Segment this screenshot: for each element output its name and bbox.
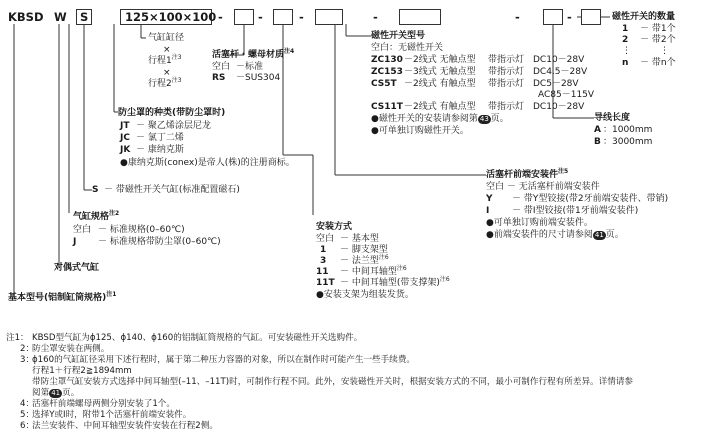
box-lead — [543, 9, 563, 25]
s-option-code: S — [92, 185, 99, 195]
lead-a-val: ：1000mm — [603, 125, 653, 135]
note-2-text: 防尘罩安装在两侧。 — [32, 344, 110, 354]
sw-volt-2: DC5－28V — [533, 79, 579, 89]
note-6-text: 法兰安装件、中间耳轴型安装件安装在行程2侧。 — [32, 421, 218, 431]
dust-jc: JC — [120, 133, 130, 143]
note-4-text: 活塞杆前端螺母两侧分别安装了1个。 — [32, 399, 175, 409]
box-mounting — [273, 9, 293, 25]
rod-end-y: Y — [486, 194, 493, 204]
mount-code-0: 空白 — [316, 234, 335, 244]
spec-j-val: － 标准规格带防尘罩(0–60℃) — [98, 237, 221, 247]
sw-code-2: CS5T — [371, 79, 397, 89]
code-s: S — [80, 10, 89, 24]
mount-val-0: － 基本型 — [340, 234, 379, 244]
rod-nut-blank-val: －标准 — [236, 62, 264, 72]
switch-model-title: 磁性开关型号 — [371, 31, 426, 41]
sw-lamp-2: 带指示灯 — [488, 79, 525, 89]
note-3-line-3: 带防尘罩气缸安装方式选择中间耳轴型(–11、–11T)时，可制作行程不同。此外，安装磁性开关时，根据安装方式的不同，最小可制作行程有所差异。详情请参 — [32, 377, 634, 387]
switch-note-1: ●磁性开关的安装请参阅第 43 页。 — [371, 114, 509, 124]
box-rod-nut — [234, 9, 254, 25]
mount-val-1: － 脚支架型 — [340, 245, 388, 255]
rod-end-y-val: － 带Y型铰接(带2牙前端安装件、带销) — [512, 194, 669, 204]
dust-jc-val: － 氯丁二烯 — [136, 133, 184, 143]
rod-end-blank: 空白 － 无活塞杆前端安装件 — [486, 182, 600, 192]
sw-lamp-1: 带指示灯 — [488, 67, 525, 77]
qty-code-1: 1 — [622, 24, 629, 34]
dash-3: - — [299, 10, 304, 24]
mount-val-4: － 中间耳轴型(带支撑架)$^{注6}$ — [340, 276, 450, 288]
x-sign-2: × — [163, 68, 171, 78]
lead-b: B — [594, 137, 601, 147]
rod-end-i: I — [486, 206, 490, 216]
switch-note-2: ●可单独订购磁性开关。 — [371, 126, 469, 136]
rod-end-title: 活塞杆前端安装件$^{注5}$ — [486, 168, 569, 180]
rod-end-note-2: ●前端安装件的尺寸请参阅 41 页。 — [486, 230, 624, 240]
note-1-text: KBSD型气缸为ϕ125、ϕ140、ϕ160的铝制缸筒规格的气缸。可安装磁性开关选购件。 — [32, 333, 363, 343]
mount-code-2: 3 — [320, 256, 327, 266]
sw-code-4: CS11T — [371, 102, 403, 112]
rod-nut-blank: 空白 — [212, 62, 231, 72]
mounting-note: ●安装支架为组装发货。 — [316, 290, 414, 300]
page-ref-41-note: 41 — [51, 389, 61, 397]
rod-nut-rs-val: －SUS304 — [236, 73, 281, 83]
note-5-text: 选择Y或I时，附带1个活塞杆前端安装件。 — [32, 410, 192, 420]
sw-lamp-4: 带指示灯 — [488, 102, 525, 112]
page-ref-43: 43 — [479, 115, 489, 123]
sw-code-0: ZC130 — [371, 55, 403, 65]
dash-4: - — [373, 10, 378, 24]
sw-code-1: ZC153 — [371, 67, 403, 77]
note-3-line-4: 阅第 41 页。 — [32, 388, 80, 398]
x-sign-1: × — [163, 45, 171, 55]
note-1-no: 注1： — [6, 333, 29, 343]
sw-volt-0: DC10－28V — [533, 55, 585, 65]
note-6-no: 6： — [20, 421, 35, 431]
lead-b-val: ：3000mm — [603, 137, 653, 147]
spec-title: 气缸规格$^{注2}$ — [73, 210, 120, 222]
base-model-label: 基本型号(铝制缸筒规格)$^{注1}$ — [8, 291, 117, 303]
mounting-title: 安装方式 — [316, 222, 353, 232]
qty-val-dots: ⋮ — [660, 46, 669, 56]
box-switch — [399, 9, 441, 25]
dash-1: - — [218, 10, 223, 24]
s-option-val: － 带磁性开关气缸(标准配置磁石) — [104, 185, 240, 195]
size-text: 125×100×100 — [125, 10, 217, 24]
dust-jt: JT — [120, 121, 130, 131]
dash-5: - — [515, 10, 520, 24]
stroke1-label: 行程1$^{注3}$ — [148, 54, 182, 66]
sw-lamp-0: 带指示灯 — [488, 55, 525, 65]
qty-val-n: － 带n个 — [640, 58, 676, 68]
note-3-text: ϕ160的气缸缸径采用下述行程时，属于第二种压力容器的对象，所以在制作时可能产生一些手续费。 — [32, 355, 416, 365]
dust-note: ●康纳克斯(conex)是帝人(株)的注册商标。 — [120, 158, 295, 168]
rod-nut-rs: RS — [212, 73, 226, 83]
note-5-no: 5： — [20, 410, 35, 420]
dash-2: - — [258, 10, 263, 24]
sw-desc-4: －2线式 有触点型 — [404, 102, 476, 112]
model-prefix: KBSD — [8, 10, 44, 24]
switch-qty-title: 磁性开关的数量 — [612, 12, 676, 22]
note-3-line-2: 行程1＋行程2≧1894mm — [32, 366, 132, 376]
qty-val-2: － 带2个 — [640, 35, 676, 45]
rod-end-i-val: － 带I型铰接(带1牙前端安装件) — [512, 206, 639, 216]
qty-val-1: － 带1个 — [640, 24, 676, 34]
note-3-no: 3： — [20, 355, 35, 365]
sw-desc-1: －3线式 无触点型 — [404, 67, 476, 77]
note-2-no: 2： — [20, 344, 35, 354]
stroke2-label: 行程2$^{注3}$ — [148, 77, 182, 89]
dust-jt-val: － 聚乙烯涂层尼龙 — [136, 121, 211, 131]
bore-label: 气缸缸径 — [148, 33, 185, 43]
dust-jk-val: － 康纳克斯 — [136, 145, 184, 155]
spec-j: J — [73, 237, 77, 247]
mount-val-3: － 中间耳轴型$^{注6}$ — [340, 265, 407, 277]
note-4-no: 4： — [20, 399, 35, 409]
dust-jk: JK — [120, 145, 131, 155]
sw-desc-2: －2线式 有触点型 — [404, 79, 476, 89]
sw-desc-0: －2线式 无触点型 — [404, 55, 476, 65]
mount-code-3: 11 — [316, 267, 329, 277]
qty-code-n: n — [622, 58, 629, 68]
mount-code-4: 11T — [316, 278, 335, 288]
switch-blank: 空白：无磁性开关 — [371, 43, 444, 53]
mount-val-2: － 法兰型$^{注6}$ — [340, 254, 389, 266]
lead-title: 导线长度 — [594, 113, 631, 123]
qty-code-dots: ⋮ — [622, 46, 631, 56]
box-qty — [581, 9, 601, 25]
mount-code-1: 1 — [320, 245, 327, 255]
dash-6: - — [567, 10, 572, 24]
sw-volt-3: AC85－115V — [538, 90, 595, 100]
opposed-label: 对偶式气缸 — [54, 263, 100, 273]
spec-blank-val: － 标准规格(0–60℃) — [98, 225, 185, 235]
dust-cover-title: 防尘罩的种类(带防尘罩时) — [118, 108, 226, 118]
box-size — [120, 9, 217, 25]
sw-volt-4: DC10－28V — [533, 102, 585, 112]
lead-a: A — [594, 125, 601, 135]
spec-blank: 空白 — [73, 225, 92, 235]
qty-code-2: 2 — [622, 35, 629, 45]
rod-nut-title: 活塞杆・螺母材质$^{注4}$ — [212, 48, 295, 60]
sw-volt-1: DC4.5－28V — [533, 67, 588, 77]
rod-end-note-1: ●可单独订购前端安装件。 — [486, 218, 593, 228]
code-w: W — [54, 10, 67, 24]
box-s — [76, 9, 92, 25]
page-ref-41: 41 — [594, 231, 604, 239]
box-rod-end — [315, 9, 343, 25]
